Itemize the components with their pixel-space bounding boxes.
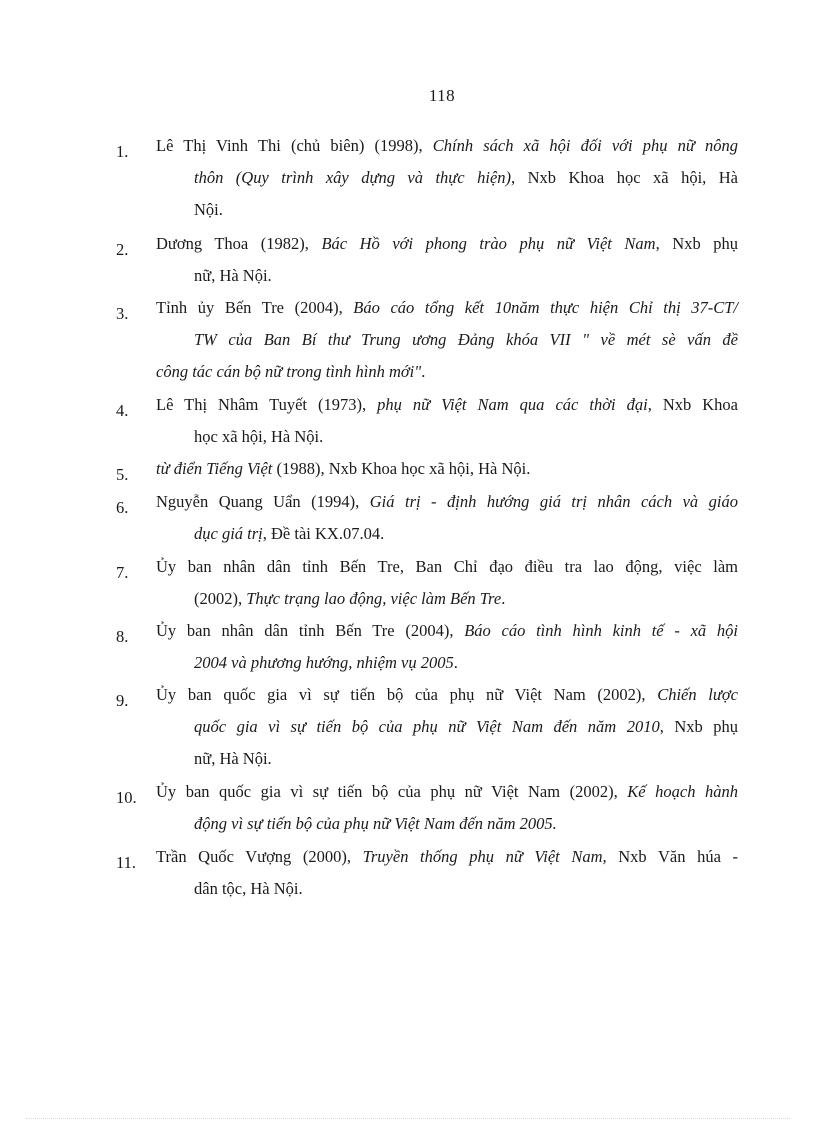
reference-text [156, 551, 738, 615]
reference-title-segment: thôn (Quy trình xây dựng và thực hiện) [194, 168, 512, 187]
reference-segment: Dương Thoa (1982), [156, 234, 322, 253]
reference-segment: , Nxb phụ [655, 234, 738, 253]
reference-text [156, 389, 738, 453]
reference-line [156, 679, 738, 711]
reference-text [156, 841, 738, 905]
reference-segment: Nxb Văn húa - [606, 847, 738, 866]
reference-line [156, 389, 738, 421]
reference-segment: Lê Thị Nhâm Tuyết (1973), [156, 395, 378, 414]
reference-number: 7. [116, 563, 129, 582]
reference-segment: Trần Quốc Vượng (2000), [156, 847, 363, 866]
reference-number: 9. [116, 691, 129, 710]
reference-title-segment: quốc gia vì sự tiến bộ của phụ nữ Việt Nam đến năm 2010 [194, 717, 660, 736]
reference-line [156, 486, 738, 518]
reference-segment: Ủy ban nhân dân tỉnh Bến Tre (2004), [156, 621, 465, 640]
reference-segment: Nguyễn Quang Uẩn (1994), [156, 492, 370, 511]
reference-segment: Ủy ban quốc gia vì sự tiến bộ của phụ nữ Việt Nam (2002), [156, 685, 658, 704]
reference-segment: Lê Thị Vinh Thi (chủ biên) (1998), [156, 136, 433, 155]
reference-segment: (2002), [194, 589, 247, 608]
reference-line [156, 551, 738, 583]
reference-text [156, 615, 738, 679]
page-bottom-divider [26, 1118, 790, 1119]
reference-title-segment: công tác cán bộ nữ trong tình hình mới" [156, 362, 422, 381]
reference-line [156, 324, 738, 356]
reference-segment: Tỉnh ủy Bến Tre (2004), [156, 298, 354, 317]
reference-line [156, 841, 738, 873]
reference-segment: Ủy ban nhân dân tỉnh Bến Tre, Ban Chỉ đạo điều tra lao động, việc làm [156, 557, 738, 576]
reference-line [156, 873, 738, 905]
reference-title-segment: từ điển Tiếng Việt [156, 459, 273, 478]
reference-title-segment: Báo cáo tổng kết 10năm thực hiện Chỉ thị 37-CT/ [353, 298, 739, 317]
reference-title-segment: Thực trạng lao động, việc làm Bến Tre [246, 589, 502, 608]
reference-line [156, 194, 738, 226]
reference-segment: dân tộc, Hà Nội. [194, 879, 303, 898]
reference-title-segment: Kế hoạch hành [627, 782, 738, 801]
reference-segment: . [421, 362, 426, 381]
reference-segment: , Nxb phụ [659, 717, 738, 736]
page-number: 118 [428, 86, 456, 105]
reference-text [156, 130, 738, 226]
reference-number: 11. [116, 853, 137, 872]
reference-title-segment: TW của Ban Bí thư Trung ương Đảng khóa VII " về mét sè vấn đề [194, 330, 738, 349]
reference-text [156, 486, 738, 550]
reference-line [156, 130, 738, 162]
reference-number: 2. [116, 240, 129, 259]
reference-segment: học xã hội, Hà Nội. [194, 427, 324, 446]
reference-title-segment: Báo cáo tình hình kinh tế - xã hội [464, 621, 738, 640]
reference-line [156, 228, 738, 260]
reference-line [156, 711, 738, 743]
reference-text [156, 292, 738, 388]
reference-number: 1. [116, 142, 129, 161]
reference-segment: . [453, 653, 458, 672]
reference-segment: nữ, Hà Nội. [194, 749, 272, 768]
reference-line [156, 808, 738, 840]
reference-title-segment: Bác Hồ với phong trào phụ nữ Việt Nam [321, 234, 656, 253]
reference-line [156, 776, 738, 808]
reference-line [156, 421, 738, 453]
reference-line [156, 292, 738, 324]
reference-text [156, 228, 738, 292]
reference-title-segment: dục giá trị [194, 524, 263, 543]
reference-title-segment: Giá trị - định hướng giá trị nhân cách và giáo [369, 492, 738, 511]
reference-line [156, 356, 738, 388]
reference-number: 10. [116, 788, 137, 807]
reference-line [156, 162, 738, 194]
reference-number: 6. [116, 498, 129, 517]
reference-line [156, 615, 738, 647]
reference-line [156, 260, 738, 292]
reference-line [156, 453, 738, 485]
reference-segment: nữ, Hà Nội. [194, 266, 272, 285]
reference-line [156, 583, 738, 615]
reference-title-segment: Chiến lược [657, 685, 738, 704]
reference-text [156, 679, 738, 775]
reference-segment: Ủy ban quốc gia vì sự tiến bộ của phụ nữ Việt Nam (2002), [156, 782, 628, 801]
reference-number: 3. [116, 304, 129, 323]
reference-segment: . [501, 589, 506, 608]
reference-segment: Nội. [194, 200, 223, 219]
reference-title-segment: Truyền thống phụ nữ Việt Nam, [362, 847, 607, 866]
reference-segment: , Nxb Khoa [647, 395, 738, 414]
reference-line [156, 743, 738, 775]
reference-title-segment: phụ nữ Việt Nam qua các thời đại [377, 395, 648, 414]
reference-text [156, 453, 738, 485]
reference-number: 8. [116, 627, 129, 646]
reference-line [156, 518, 738, 550]
reference-number: 5. [116, 465, 129, 484]
reference-segment: , Nxb Khoa học xã hội, Hà [511, 168, 738, 187]
reference-line [156, 647, 738, 679]
reference-title-segment: 2004 và phương hướng, nhiệm vụ 2005 [194, 653, 454, 672]
reference-segment: (1988), Nxb Khoa học xã hội, Hà Nội. [272, 459, 531, 478]
reference-title-segment: Chính sách xã hội đối với phụ nữ nông [432, 136, 738, 155]
reference-text [156, 776, 738, 840]
reference-number: 4. [116, 401, 129, 420]
reference-segment: , Đề tài KX.07.04. [262, 524, 385, 543]
reference-title-segment: động vì sự tiến bộ của phụ nữ Việt Nam đến năm 2005. [194, 814, 557, 833]
